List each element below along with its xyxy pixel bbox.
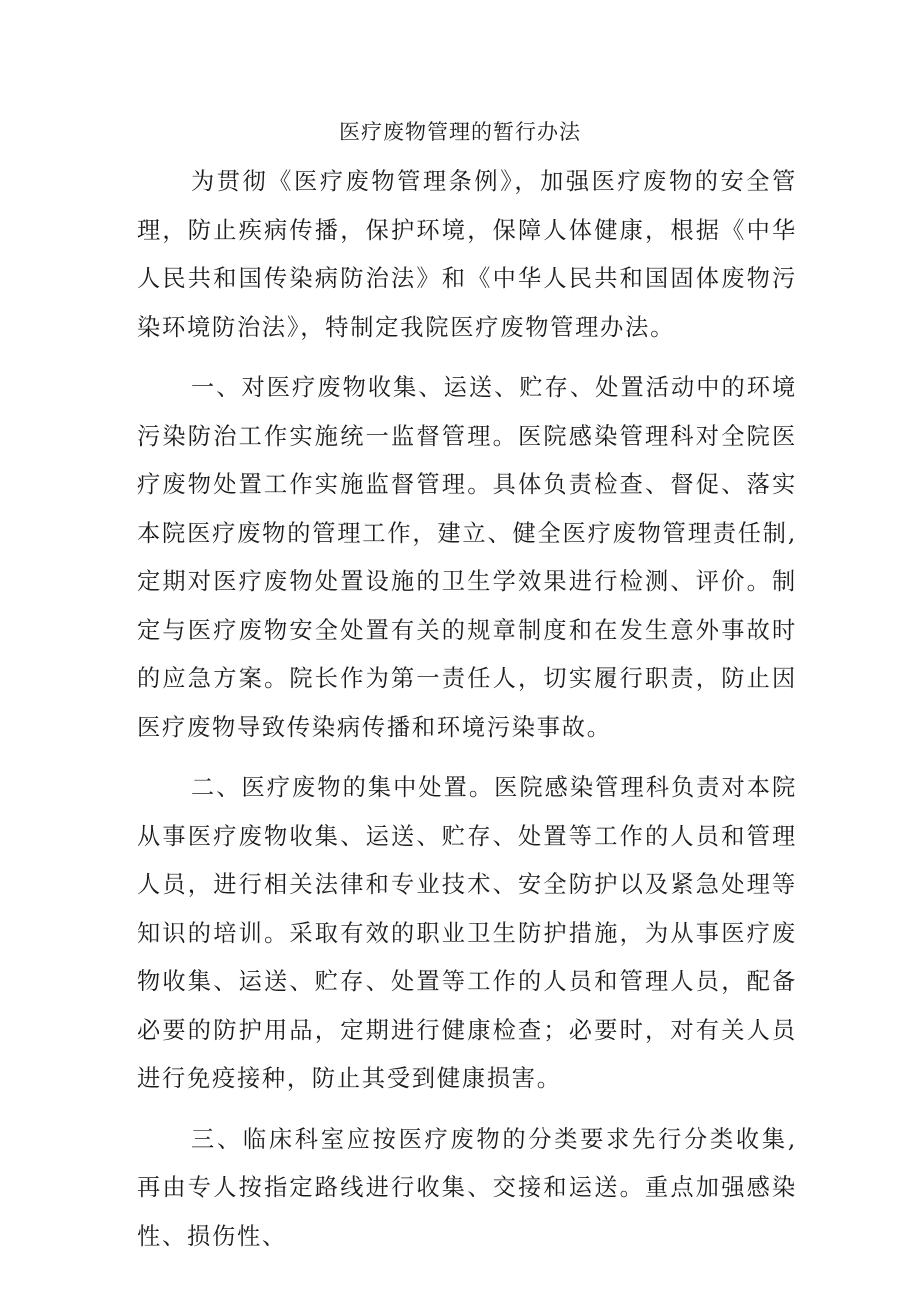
- paragraph-section-1: 一、对医疗废物收集、运送、贮存、处置活动中的环境污染防治工作实施统一监督管理。医院感染管理科对全院医疗废物处置工作实施监督管理。具体负责检查、督促、落实本院医疗废物的管理工作，建立、健全医疗废物管理责任制,定期对医疗废物处置设施的卫生学效果进行检测、评价。制定与医疗废物安全处置有关的规章制度和在发生意外事故时的应急方案。院长作为第一责任人，切实履行职责，防止因医疗废物导致传染病传播和环境污染事故。: [137, 374, 797, 741]
- paragraph-spacer: [137, 1104, 797, 1116]
- paragraph-spacer: [137, 352, 797, 364]
- document-title: 医疗废物管理的暂行办法: [339, 120, 581, 144]
- paragraph-intro: 为贯彻《医疗废物管理条例》，加强医疗废物的安全管理，防止疾病传播，保护环境，保障人体健康，根据《中华人民共和国传染病防治法》和《中华人民共和国固体废物污染环境防治法》，特制定我院医疗废物管理办法。: [137, 168, 797, 341]
- paragraph-section-3: 三、临床科室应按医疗废物的分类要求先行分类收集,再由专人按指定路线进行收集、交接和运送。重点加强感染性、损伤性、: [137, 1125, 797, 1250]
- paragraph-spacer: [137, 752, 797, 764]
- document-body: [137, 158, 797, 1261]
- paragraph-section-2: 二、医疗废物的集中处置。医院感染管理科负责对本院从事医疗废物收集、运送、贮存、处置等工作的人员和管理人员，进行相关法律和专业技术、安全防护以及紧急处理等知识的培训。采取有效的职业卫生防护措施，为从事医疗废物收集、运送、贮存、处置等工作的人员和管理人员，配备必要的防护用品，定期进行健康检查；必要时，对有关人员进行免疫接种，防止其受到健康损害。: [137, 774, 797, 1092]
